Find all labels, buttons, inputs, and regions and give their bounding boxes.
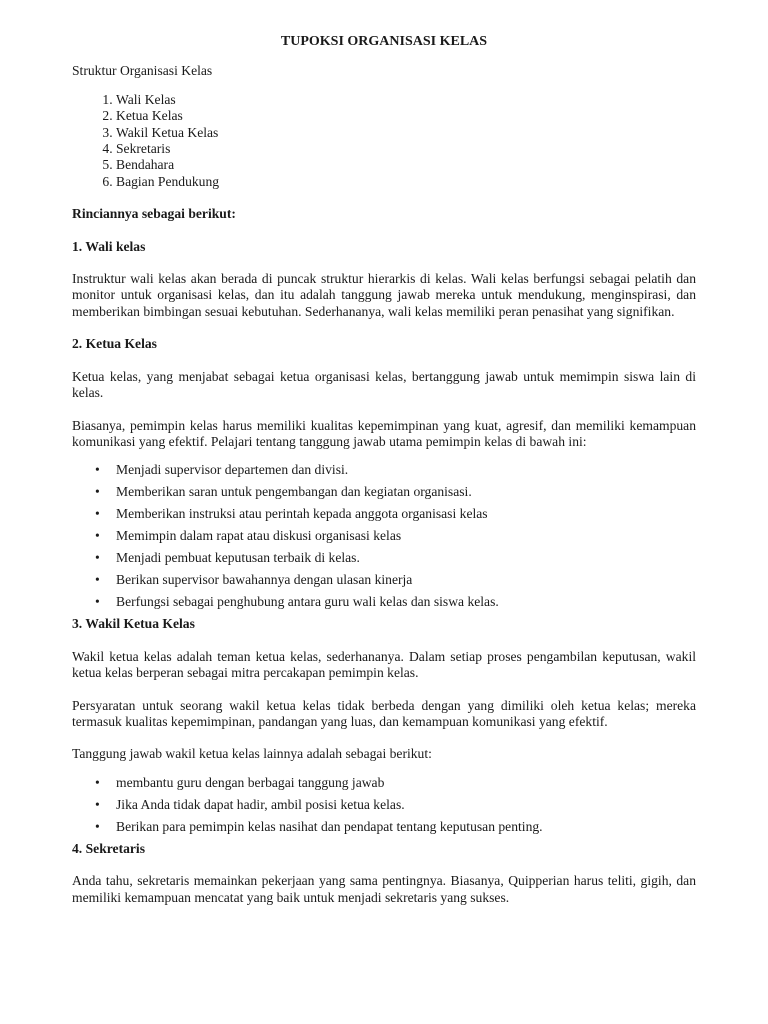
bullet-icon: • <box>95 796 100 812</box>
bullet-icon: • <box>95 506 100 522</box>
list-item-text: Jika Anda tidak dapat hadir, ambil posisi ketua kelas. <box>116 796 405 812</box>
structure-item: 1. Wali Kelas <box>116 92 696 108</box>
wakil-ketua-paragraph-3: Tanggung jawab wakil ketua kelas lainnya adalah sebagai berikut: <box>72 746 432 762</box>
structure-list <box>72 92 696 190</box>
ketua-kelas-duties-list <box>72 462 696 610</box>
structure-item: 2. Ketua Kelas <box>116 108 696 124</box>
list-item-text: Menjadi supervisor departemen dan divisi. <box>116 462 349 478</box>
list-item-text: membantu guru dengan berbagai tanggung jawab <box>116 774 385 790</box>
bullet-icon: • <box>95 572 100 588</box>
bullet-icon: • <box>95 818 100 834</box>
structure-intro: Struktur Organisasi Kelas <box>72 63 213 79</box>
list-item-text: Menjadi pembuat keputusan terbaik di kelas. <box>116 550 360 566</box>
wakil-ketua-paragraph-1: Wakil ketua kelas adalah teman ketua kelas, sederhananya. Dalam setiap proses pengambilan keputusan, wakil ketua kelas berperan sebagai mitra percakapan pemimpin kelas. <box>72 648 696 681</box>
wali-kelas-paragraph: Instruktur wali kelas akan berada di puncak struktur hierarkis di kelas. Wali kelas berfungsi sebagai pelatih dan monitor untuk organisasi kelas, dan itu adalah tanggung jawab mereka untuk mendukung, menginspirasi, dan memberikan bimbingan sesuai kebutuhan. Sederhananya, wali kelas memiliki peran penasihat yang signifikan. <box>72 271 696 319</box>
list-item <box>95 506 696 522</box>
list-item-text: Memberikan instruksi atau perintah kepada anggota organisasi kelas <box>116 506 488 522</box>
structure-item: 4. Sekretaris <box>116 141 696 157</box>
structure-item: 6. Bagian Pendukung <box>116 174 696 190</box>
list-item-text: Berikan para pemimpin kelas nasihat dan pendapat tentang keputusan penting. <box>116 818 543 834</box>
list-item <box>95 774 696 791</box>
list-item-text: Berfungsi sebagai penghubung antara guru wali kelas dan siswa kelas. <box>116 594 499 610</box>
list-item <box>95 796 696 813</box>
bullet-icon: • <box>95 528 100 544</box>
wakil-ketua-duties-list <box>72 775 696 835</box>
ketua-kelas-paragraph-2: Biasanya, pemimpin kelas harus memiliki kualitas kepemimpinan yang kuat, agresif, dan memiliki kemampuan komunikasi yang efektif. Pelajari tentang tanggung jawab utama pemimpin kelas di bawah ini: <box>72 417 696 449</box>
structure-item: 3. Wakil Ketua Kelas <box>116 125 696 141</box>
wakil-ketua-paragraph-2: Persyaratan untuk seorang wakil ketua kelas tidak berbeda dengan yang dimiliki oleh ketua kelas; mereka termasuk kualitas kepemimpinan, pandangan yang luas, dan kemampuan komunikasi yang efektif. <box>72 697 696 729</box>
ketua-kelas-paragraph-1: Ketua kelas, yang menjabat sebagai ketua organisasi kelas, bertanggung jawab untuk memimpin siswa lain di kelas. <box>72 368 696 401</box>
bullet-icon: • <box>95 550 100 566</box>
section-heading-sekretaris: 4. Sekretaris <box>72 840 145 856</box>
list-item <box>95 572 696 588</box>
list-item <box>95 818 696 835</box>
section-heading-wali-kelas: 1. Wali kelas <box>72 238 146 254</box>
list-item-text: Memimpin dalam rapat atau diskusi organisasi kelas <box>116 528 402 544</box>
document-title: TUPOKSI ORGANISASI KELAS <box>280 34 488 49</box>
list-item-text: Memberikan saran untuk pengembangan dan kegiatan organisasi. <box>116 484 472 500</box>
structure-item: 5. Bendahara <box>116 157 696 173</box>
list-item <box>95 550 696 566</box>
section-heading-ketua-kelas: 2. Ketua Kelas <box>72 336 157 352</box>
list-item-text: Berikan supervisor bawahannya dengan ulasan kinerja <box>116 572 413 588</box>
section-heading-wakil-ketua-kelas: 3. Wakil Ketua Kelas <box>72 616 195 632</box>
bullet-icon: • <box>95 462 100 478</box>
list-item <box>95 484 696 500</box>
sekretaris-paragraph: Anda tahu, sekretaris memainkan pekerjaan yang sama pentingnya. Biasanya, Quipperian harus teliti, gigih, dan memiliki kemampuan mencatat yang baik untuk menjadi sekretaris yang sukses. <box>72 873 696 905</box>
list-item <box>95 462 696 478</box>
list-item <box>95 528 696 544</box>
bullet-icon: • <box>95 484 100 500</box>
bullet-icon: • <box>95 774 100 790</box>
list-item <box>95 594 696 610</box>
bullet-icon: • <box>95 594 100 610</box>
details-heading: Rinciannya sebagai berikut: <box>72 206 236 222</box>
